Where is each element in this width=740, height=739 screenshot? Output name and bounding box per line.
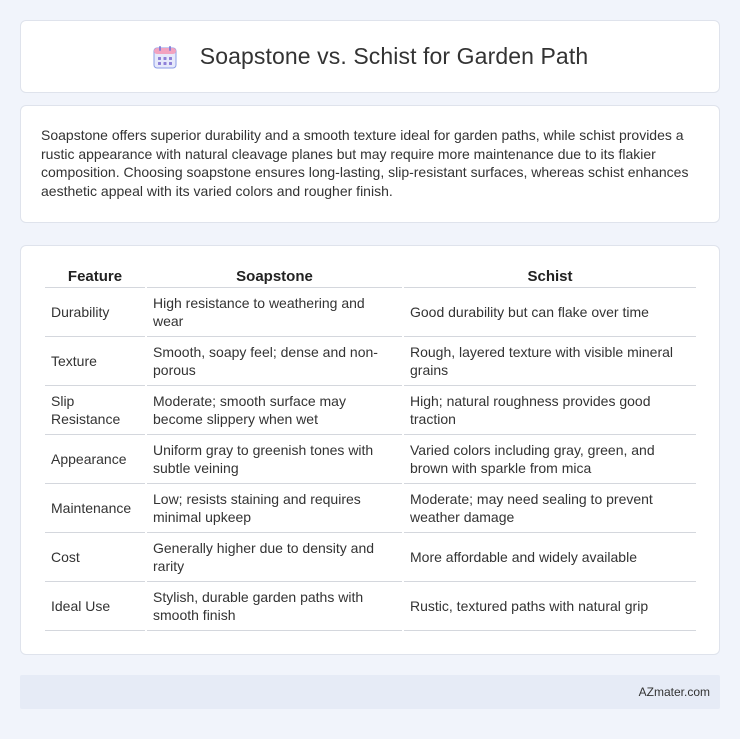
soapstone-cell: Generally higher due to density and rarity [147, 533, 402, 582]
feature-cell: Cost [45, 533, 145, 582]
schist-cell: Rustic, textured paths with natural grip [404, 582, 696, 631]
soapstone-cell: Moderate; smooth surface may become slippery when wet [147, 386, 402, 435]
table-row [45, 582, 696, 631]
feature-cell: Texture [45, 337, 145, 386]
footer-brand[interactable]: AZmater.com [638, 685, 710, 699]
soapstone-cell: High resistance to weathering and wear [147, 288, 402, 337]
feature-cell: Durability [45, 288, 145, 337]
feature-cell: Appearance [45, 435, 145, 484]
header-feature: Feature [45, 266, 145, 288]
table-row [45, 484, 696, 533]
comparison-table [43, 266, 698, 631]
feature-cell: Maintenance [45, 484, 145, 533]
table-row [45, 337, 696, 386]
schist-cell: Rough, layered texture with visible mineral grains [404, 337, 696, 386]
table-row [45, 435, 696, 484]
description-card [20, 105, 720, 223]
table-row [45, 386, 696, 435]
header-soapstone: Soapstone [147, 266, 402, 288]
feature-cell: Ideal Use [45, 582, 145, 631]
schist-cell: Moderate; may need sealing to prevent weather damage [404, 484, 696, 533]
footer [20, 675, 720, 709]
header-schist: Schist [404, 266, 696, 288]
title-card [20, 20, 720, 93]
schist-cell: Good durability but can flake over time [404, 288, 696, 337]
description-text: Soapstone offers superior durability and a smooth texture ideal for garden paths, while schist provides a rustic appearance with natural cleavage planes but may require more maintenance due to its flakier composition. Choosing soapstone ensures long-lasting, slip-resistant surfaces, whereas schist enhances aesthetic appeal with its varied colors and rougher finish. [41, 127, 689, 199]
table-row [45, 533, 696, 582]
page-title: Soapstone vs. Schist for Garden Path [199, 43, 589, 69]
table-header-row [45, 266, 696, 288]
schist-cell: Varied colors including gray, green, and brown with sparkle from mica [404, 435, 696, 484]
soapstone-cell: Stylish, durable garden paths with smooth finish [147, 582, 402, 631]
soapstone-cell: Low; resists staining and requires minimal upkeep [147, 484, 402, 533]
calendar-icon [152, 44, 178, 70]
soapstone-cell: Uniform gray to greenish tones with subtle veining [147, 435, 402, 484]
table-row [45, 288, 696, 337]
comparison-table-card [20, 245, 720, 655]
schist-cell: More affordable and widely available [404, 533, 696, 582]
schist-cell: High; natural roughness provides good traction [404, 386, 696, 435]
soapstone-cell: Smooth, soapy feel; dense and non-porous [147, 337, 402, 386]
feature-cell: Slip Resistance [45, 386, 145, 435]
